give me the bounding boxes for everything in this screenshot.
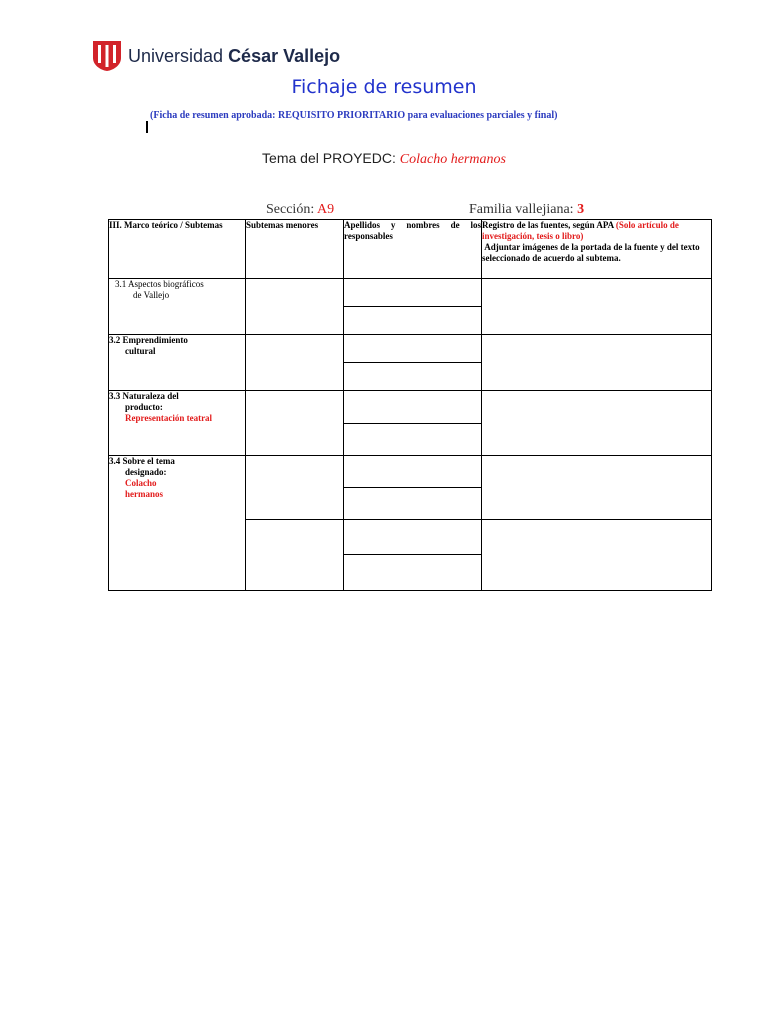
section-label: Sección:: [266, 202, 315, 217]
family-field: [469, 202, 584, 218]
subtemas-menores-cell[interactable]: [246, 279, 344, 335]
table-header-row: [109, 220, 712, 279]
registro-fuentes-cell[interactable]: [482, 335, 712, 391]
section-field: [266, 202, 334, 218]
responsable-cell[interactable]: [344, 424, 482, 456]
summary-table: [108, 219, 712, 591]
subtemas-menores-cell[interactable]: [246, 391, 344, 456]
subtema-3-3: 3.3 Naturaleza del producto: Representación teatral: [109, 391, 246, 456]
table-row: [109, 456, 712, 488]
family-value: 3: [577, 202, 585, 217]
university-name: Universidad César Vallejo: [128, 45, 341, 66]
registro-fuentes-cell[interactable]: [482, 456, 712, 520]
table-row: [109, 335, 712, 363]
table-row: [109, 391, 712, 424]
responsable-cell[interactable]: [344, 456, 482, 488]
subtema-3-2: 3.2 Emprendimiento cultural: [109, 335, 246, 391]
registro-fuentes-cell[interactable]: [482, 520, 712, 591]
university-logo: [92, 40, 340, 72]
section-value: A9: [316, 202, 335, 217]
responsable-cell[interactable]: [344, 335, 482, 363]
header-subtemas-menores: Subtemas menores: [246, 220, 344, 279]
responsable-cell[interactable]: [344, 279, 482, 307]
text-cursor: [146, 121, 148, 133]
university-shield-icon: [92, 40, 122, 72]
responsable-cell[interactable]: [344, 555, 482, 591]
subtemas-menores-cell[interactable]: [246, 335, 344, 391]
project-topic: [0, 150, 768, 168]
header-registro-fuentes: Registro de las fuentes, según APA (Solo artículo de investigación, tesis o libro) Adjuntar imágenes de la portada de la fuente y del texto seleccionado de acuerdo al subtema.: [482, 220, 712, 279]
subtema-3-4: 3.4 Sobre el tema designado: Colacho hermanos: [109, 456, 246, 591]
project-topic-value: Colacho hermanos: [399, 152, 506, 167]
project-topic-label: Tema del PROYEDC:: [262, 150, 396, 166]
subtemas-menores-cell[interactable]: [246, 520, 344, 591]
registro-fuentes-cell[interactable]: [482, 279, 712, 335]
responsable-cell[interactable]: [344, 391, 482, 424]
header-responsables: Apellidos y nombres de los responsables: [344, 220, 482, 279]
header-marco-teorico: III. Marco teórico / Subtemas: [109, 220, 246, 279]
subtema-3-1: 3.1 Aspectos biográficos de Vallejo: [109, 279, 246, 335]
responsable-cell[interactable]: [344, 520, 482, 555]
responsable-cell[interactable]: [344, 307, 482, 335]
document-title: Fichaje de resumen: [291, 76, 477, 98]
subtemas-menores-cell[interactable]: [246, 456, 344, 520]
responsable-cell[interactable]: [344, 488, 482, 520]
table-row: [109, 279, 712, 307]
registro-fuentes-cell[interactable]: [482, 391, 712, 456]
document-subtitle: (Ficha de resumen aprobada: REQUISITO PRIORITARIO para evaluaciones parciales y final): [150, 110, 558, 121]
family-label: Familia vallejiana:: [469, 202, 574, 217]
responsable-cell[interactable]: [344, 363, 482, 391]
